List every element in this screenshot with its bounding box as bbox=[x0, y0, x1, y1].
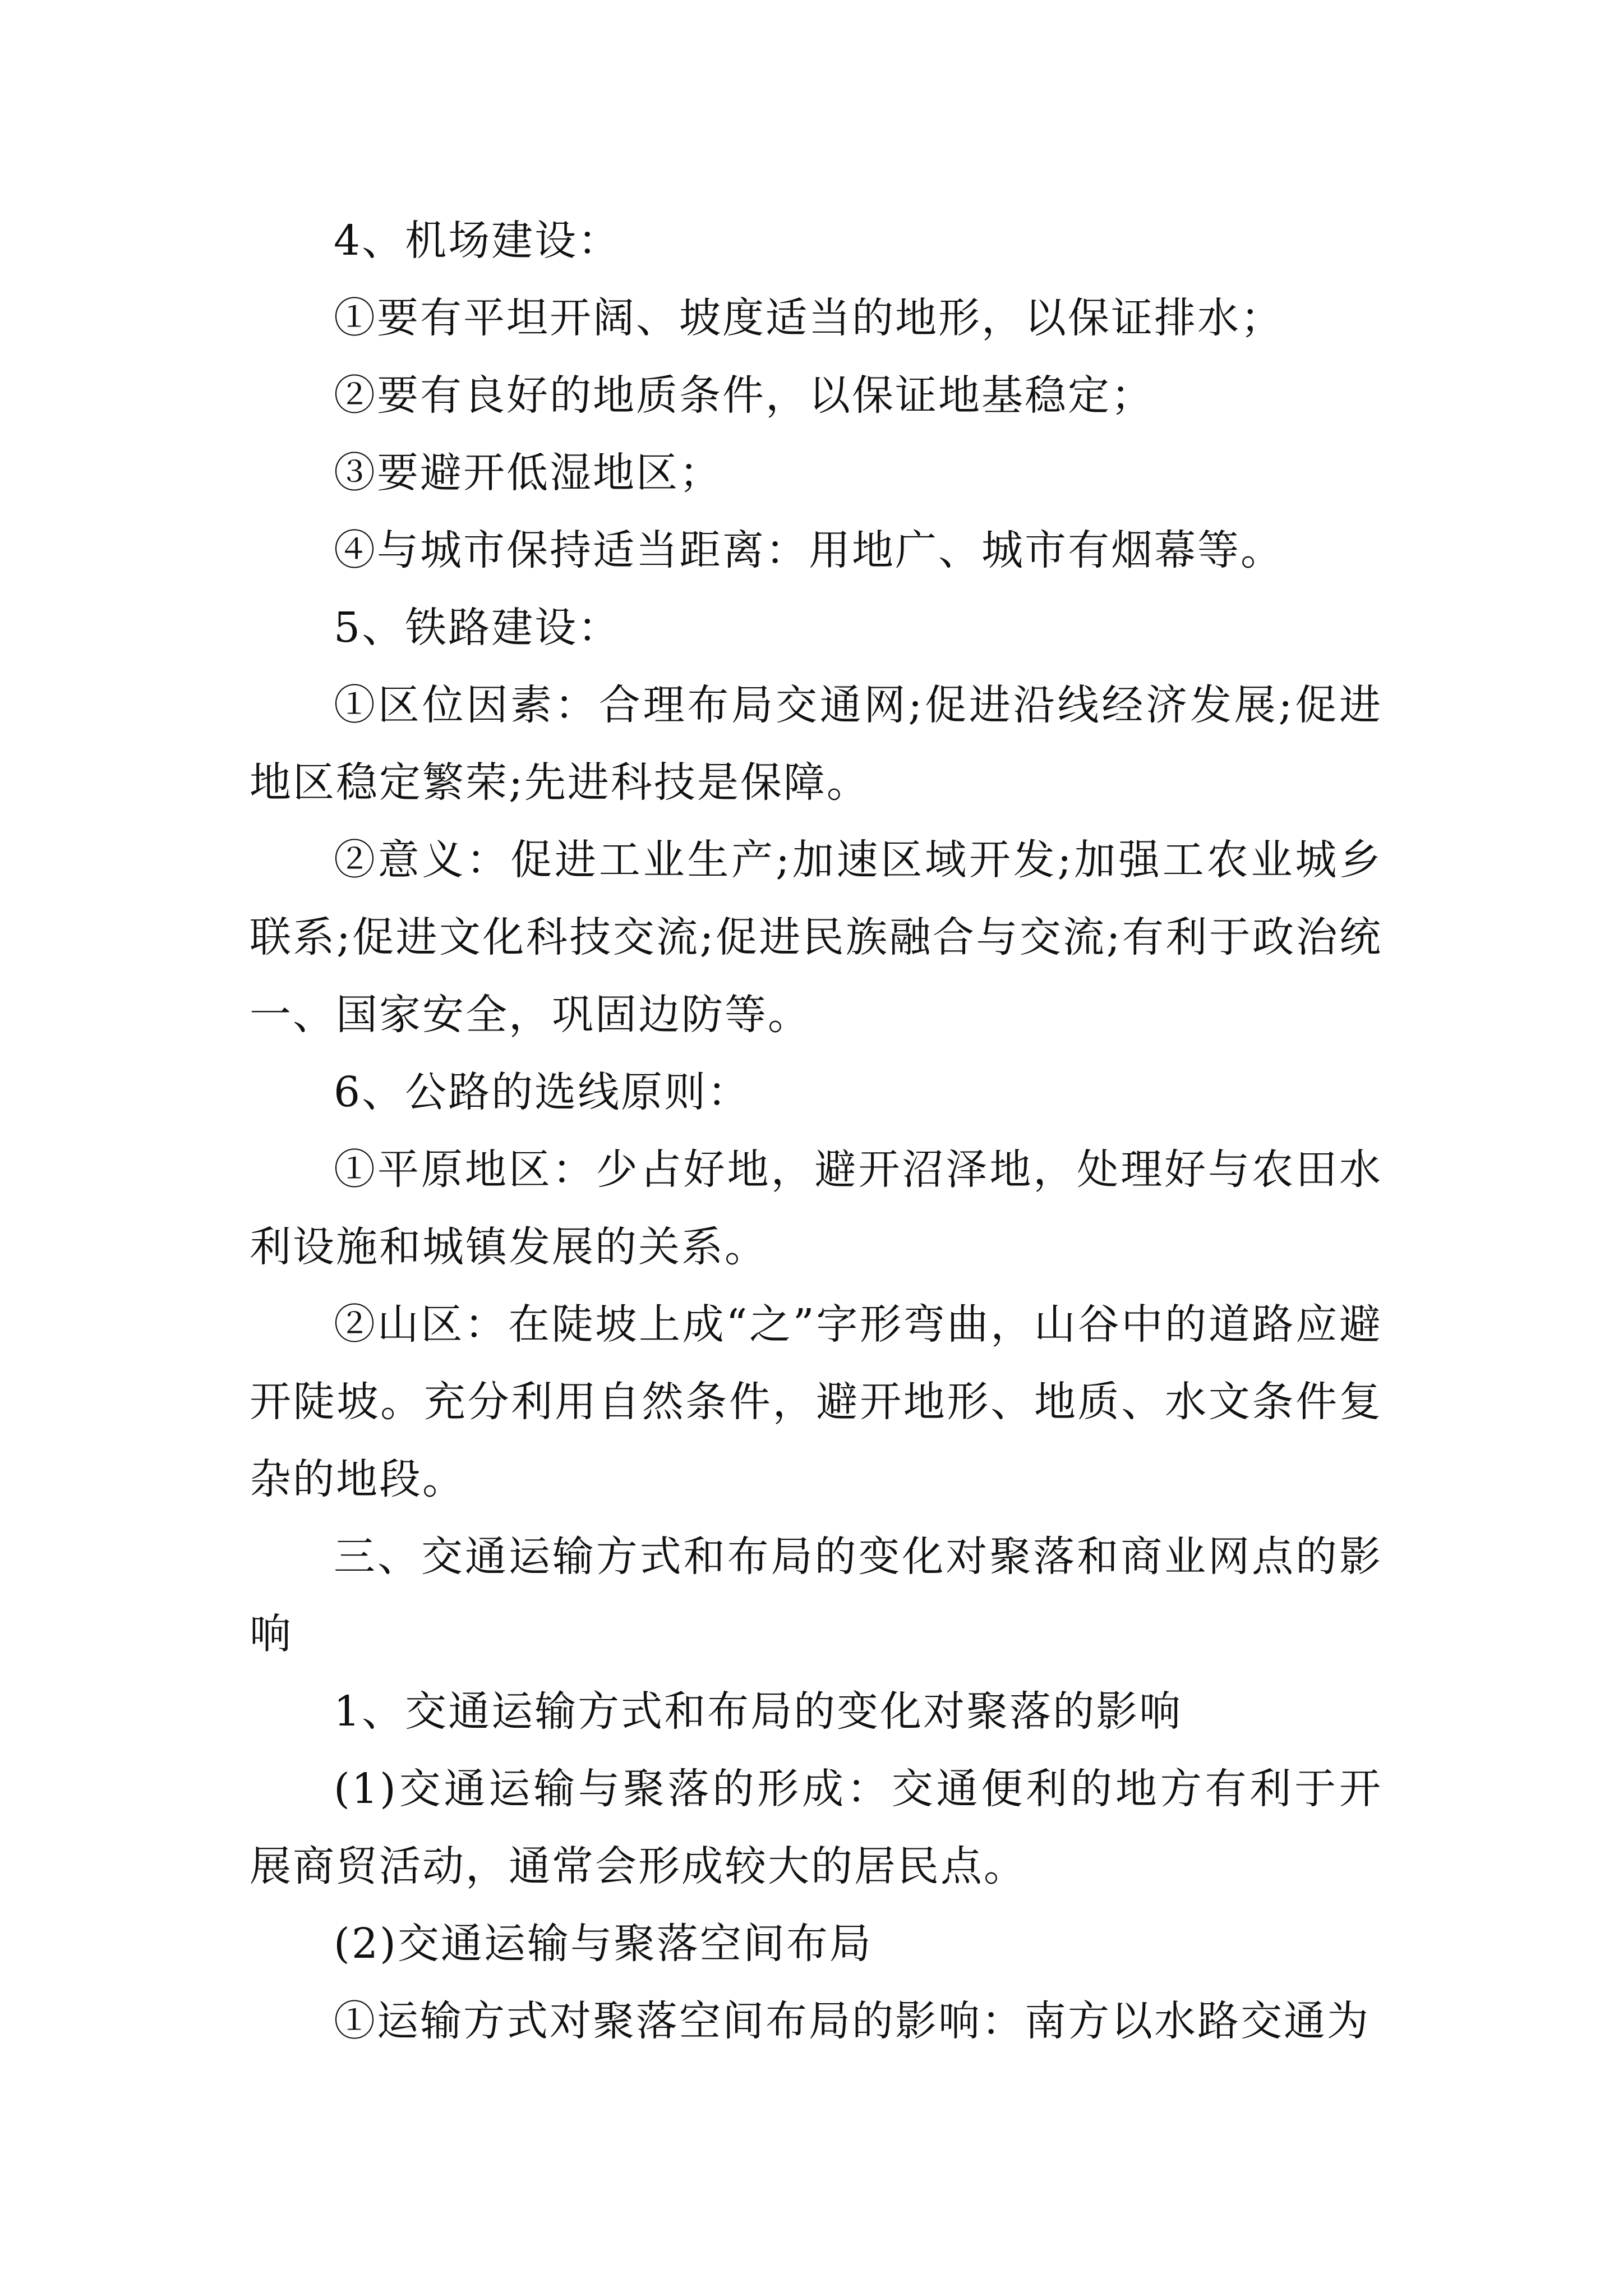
airport-point-4: ④与城市保持适当距离：用地广、城市有烟幕等。 bbox=[334, 526, 1284, 574]
highway-point-2: ②山区：在陡坡上成“之”字形弯曲，山谷中的道路应避开陡坡。充分利用自然条件，避开地形、地质、水文条件复杂的地段。 bbox=[250, 1300, 1382, 1503]
railway-point-2: ②意义：促进工业生产;加速区域开发;加强工农业城乡联系;促进文化科技交流;促进民族融合与交流;有利于政治统一、国家安全，巩固边防等。 bbox=[250, 836, 1382, 1039]
heading-highway-route-principles: 6、公路的选线原则： bbox=[334, 1068, 751, 1116]
settlement-spatial-layout: (2)交通运输与聚落空间布局 bbox=[334, 1920, 873, 1968]
airport-point-1: ①要有平坦开阔、坡度适当的地形，以保证排水； bbox=[334, 294, 1284, 342]
subheading-settlement-impact: 1、交通运输方式和布局的变化对聚落的影响 bbox=[334, 1687, 1183, 1736]
highway-point-1: ①平原地区：少占好地，避开沼泽地，处理好与农田水利设施和城镇发展的关系。 bbox=[250, 1145, 1382, 1271]
heading-railway-construction: 5、铁路建设： bbox=[334, 604, 621, 652]
transport-mode-impact: ①运输方式对聚落空间布局的影响：南方以水路交通为 bbox=[334, 1997, 1370, 2045]
airport-point-2: ②要有良好的地质条件，以保证地基稳定； bbox=[334, 371, 1154, 420]
heading-airport-construction: 4、机场建设： bbox=[334, 217, 621, 265]
section-heading-transport-impact: 三、交通运输方式和布局的变化对聚落和商业网点的影响 bbox=[250, 1533, 1382, 1658]
document-body bbox=[250, 202, 1382, 2060]
railway-point-1: ①区位因素：合理布局交通网;促进沿线经济发展;促进地区稳定繁荣;先进科技是保障。 bbox=[250, 681, 1382, 807]
settlement-formation: (1)交通运输与聚落的形成：交通便利的地方有利于开展商贸活动，通常会形成较大的居民点。 bbox=[250, 1765, 1382, 1890]
airport-point-3: ③要避开低湿地区； bbox=[334, 449, 722, 497]
